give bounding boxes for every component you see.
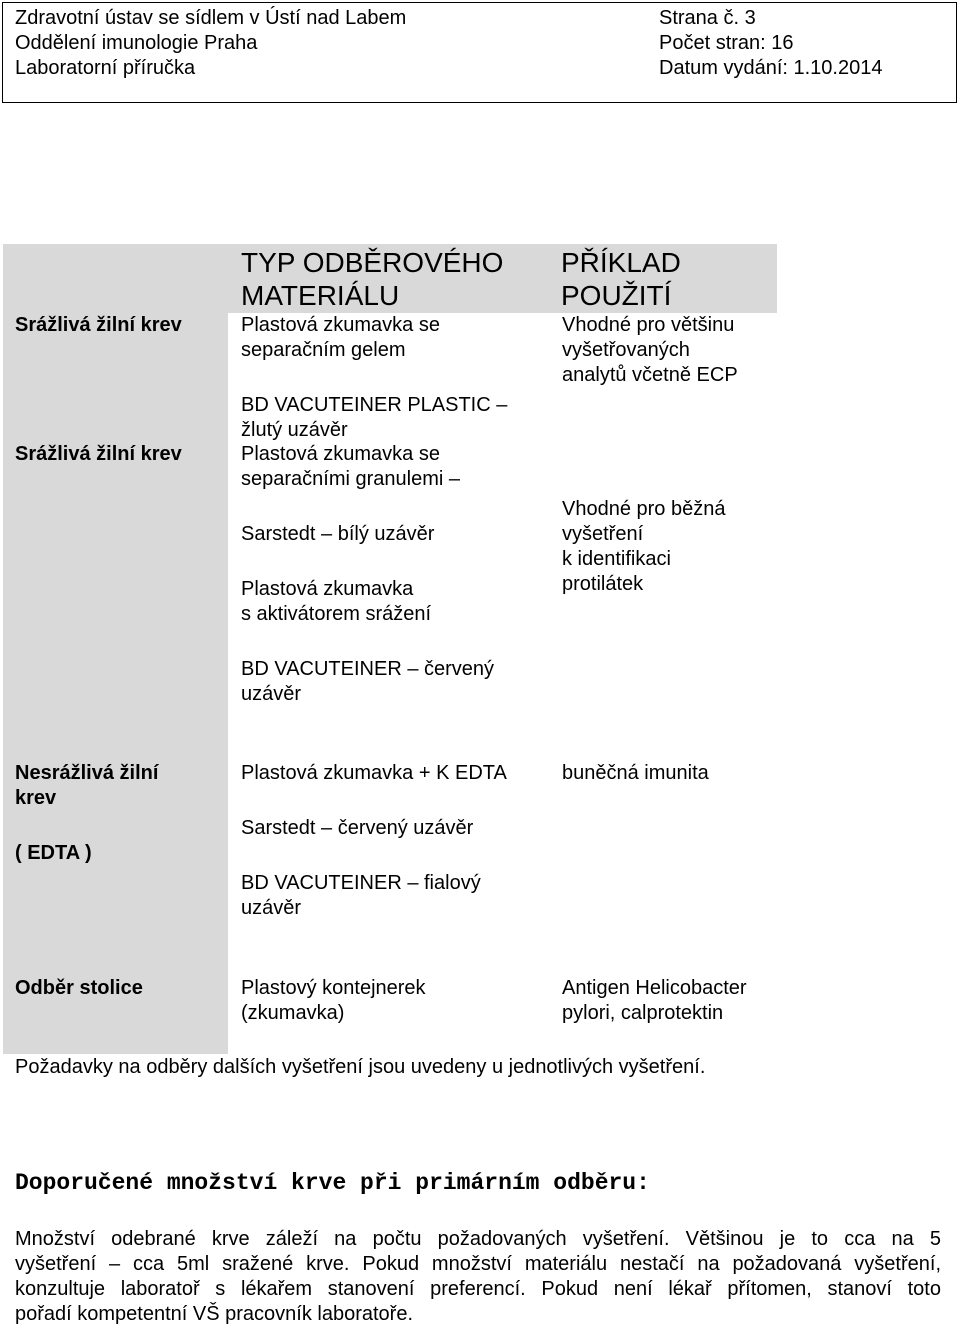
- sample-type-column: [3, 244, 228, 1054]
- usage-header-line1: PŘÍKLAD: [561, 247, 681, 278]
- row3-material-line: Sarstedt – červený uzávěr: [241, 817, 474, 839]
- row4-sample: Odběr stolice: [15, 977, 143, 999]
- row3-sample-line1: Nesrážlivá žilní: [15, 762, 159, 784]
- row1-usage-line: analytů včetně ECP: [562, 364, 738, 386]
- row1-material-line: separačním gelem: [241, 339, 406, 361]
- page-count: Počet stran: 16: [659, 32, 794, 54]
- institution-name: Zdravotní ústav se sídlem v Ústí nad Labem: [15, 7, 407, 29]
- document-header: [2, 2, 957, 103]
- row3-material-line: BD VACUTEINER – fialový: [241, 872, 481, 894]
- row1-sample: Srážlivá žilní krev: [15, 314, 182, 336]
- row2-usage-line: vyšetření: [562, 523, 644, 545]
- issue-date: Datum vydání: 1.10.2014: [659, 57, 883, 79]
- usage-header-line2: POUŽITÍ: [561, 280, 672, 311]
- requirements-note: Požadavky na odběry dalších vyšetření jsou uvedeny u jednotlivých vyšetření.: [15, 1056, 706, 1078]
- row1-material-line: žlutý uzávěr: [241, 419, 348, 441]
- row2-material-line: BD VACUTEINER – červený: [241, 658, 495, 680]
- row2-usage-line: protilátek: [562, 573, 644, 595]
- row3-material-line: uzávěr: [241, 897, 302, 919]
- row1-material-line: BD VACUTEINER PLASTIC –: [241, 394, 508, 416]
- row2-material-line: Sarstedt – bílý uzávěr: [241, 523, 435, 545]
- row4-material-line: Plastový kontejnerek: [241, 977, 426, 999]
- row3-sample-line2: krev: [15, 787, 57, 809]
- row2-material-line: Plastová zkumavka: [241, 578, 414, 600]
- row2-material-line: uzávěr: [241, 683, 302, 705]
- row3-sample-line3: ( EDTA ): [15, 842, 92, 864]
- row1-usage-line: vyšetřovaných: [562, 339, 690, 361]
- row1-usage-line: Vhodné pro většinu: [562, 314, 735, 336]
- section-title: Doporučené množství krve při primárním odběru:: [15, 1170, 650, 1196]
- row4-usage-line: pylori, calprotektin: [562, 1002, 724, 1024]
- row4-usage-line: Antigen Helicobacter: [562, 977, 747, 999]
- row2-usage-line: Vhodné pro běžná: [562, 498, 726, 520]
- row2-usage-line: k identifikaci: [562, 548, 671, 570]
- section-paragraph-line: pořadí kompetentní VŠ pracovník laboratoře.: [15, 1303, 414, 1325]
- material-header-line2: MATERIÁLU: [241, 280, 400, 311]
- section-paragraph-line: konzultuje laboratoř s lékařem stanovení preferencí. Pokud není lékař přítomen, stanoví toto: [15, 1278, 941, 1300]
- page-number: Strana č. 3: [659, 7, 756, 29]
- row2-sample: Srážlivá žilní krev: [15, 443, 182, 465]
- row2-material-line: Plastová zkumavka se: [241, 443, 440, 465]
- manual-title: Laboratorní příručka: [15, 57, 196, 79]
- row2-material-line: s aktivátorem srážení: [241, 603, 432, 625]
- row1-material-line: Plastová zkumavka se: [241, 314, 440, 336]
- row4-material-line: (zkumavka): [241, 1002, 345, 1024]
- department-name: Oddělení imunologie Praha: [15, 32, 258, 54]
- section-paragraph-line: vyšetření – cca 5ml sražené krve. Pokud množství materiálu nestačí na požadovaná vyšetření,: [15, 1253, 941, 1275]
- row3-material-line: Plastová zkumavka + K EDTA: [241, 762, 507, 784]
- row3-usage-line: buněčná imunita: [562, 762, 709, 784]
- row2-material-line: separačními granulemi –: [241, 468, 460, 490]
- section-paragraph-line: Množství odebrané krve záleží na počtu požadovaných vyšetření. Většinou je to cca na 5: [15, 1228, 941, 1250]
- material-header-line1: TYP ODBĚROVÉHO: [241, 247, 504, 278]
